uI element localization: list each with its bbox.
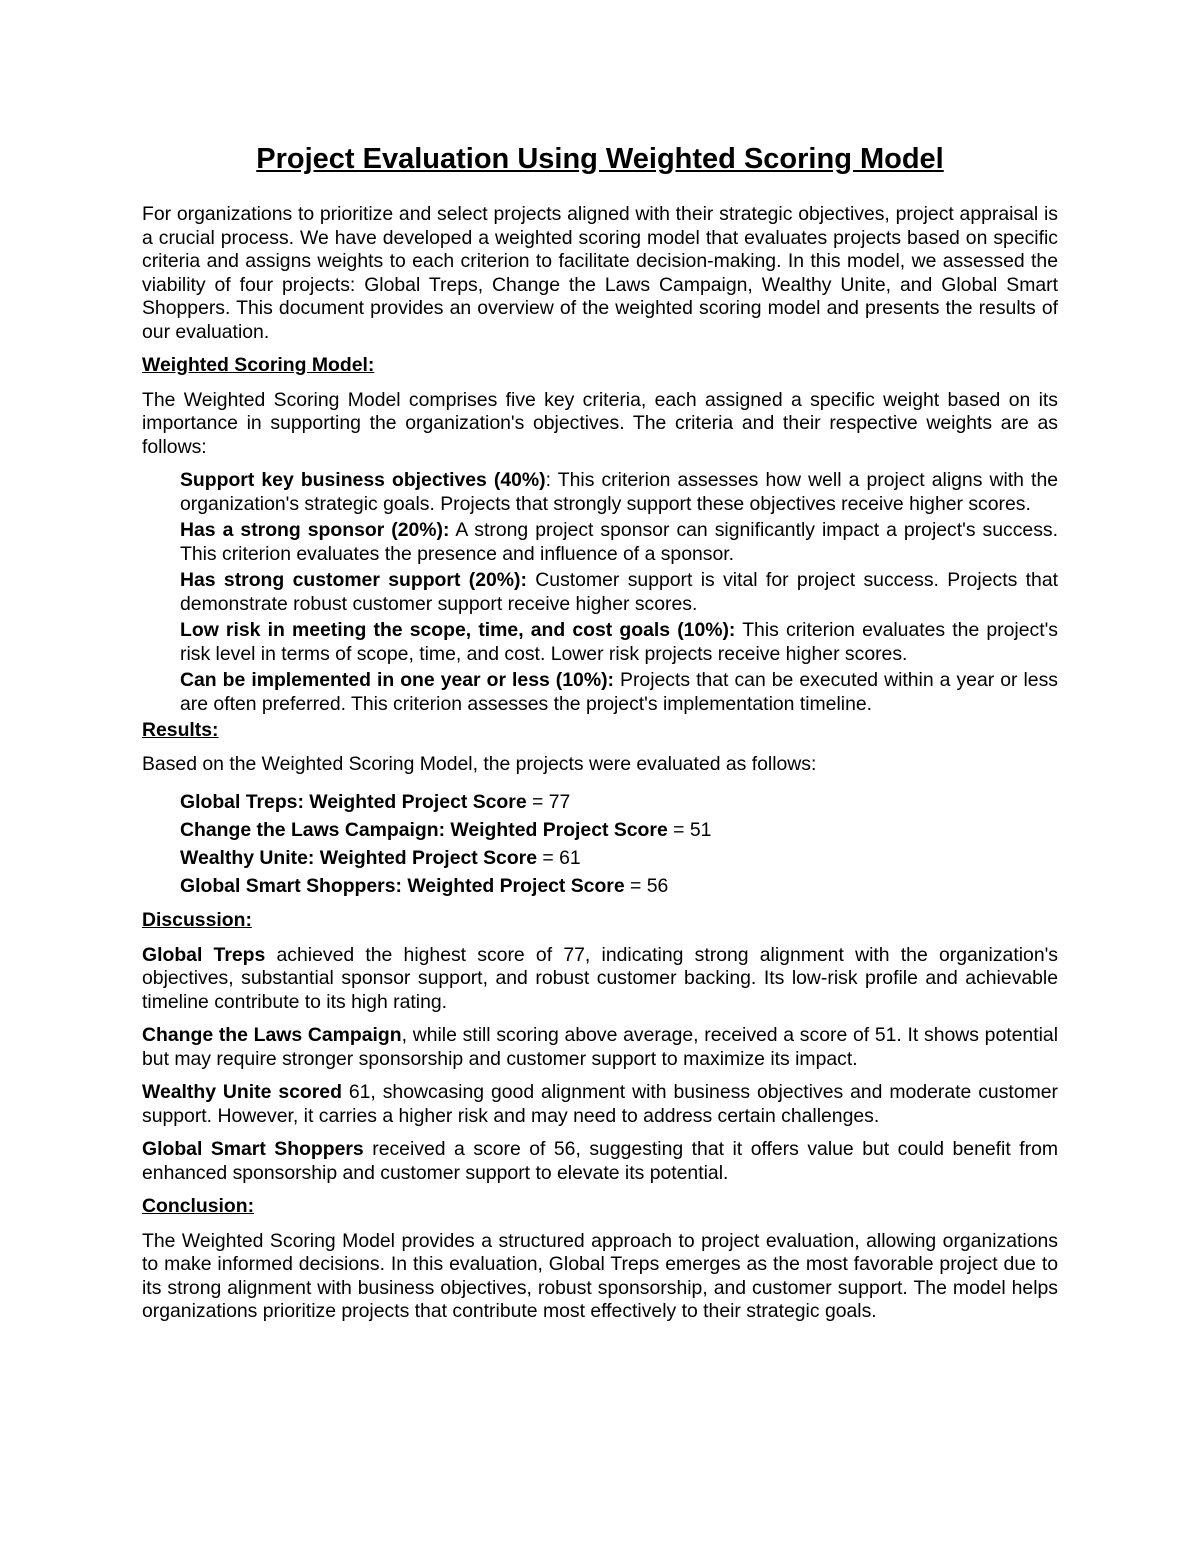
discussion-item [142, 1138, 1058, 1185]
criterion-item [180, 569, 1058, 616]
result-item [180, 872, 1058, 900]
results-heading: Results: [142, 719, 219, 741]
results-list [180, 788, 1058, 900]
discussion-label: Wealthy Unite scored [142, 1081, 342, 1103]
discussion-label: Global Smart Shoppers [142, 1138, 364, 1160]
result-value: = 51 [667, 819, 712, 841]
criterion-text: Projects that can be executed within a year or less are often preferred. This criterion assesses the project's implementation timeline. [180, 669, 1058, 715]
discussion-heading: Discussion: [142, 909, 252, 931]
result-label: Wealthy Unite: Weighted Project Score [180, 847, 538, 869]
model-description: The Weighted Scoring Model comprises five key criteria, each assigned a specific weight based on its importance in supporting the organization's objectives. The criteria and their respective weights are as follows: [142, 388, 1058, 458]
discussion-label: Change the Laws Campaign [142, 1024, 402, 1046]
criterion-item [180, 469, 1058, 516]
criterion-label: Has a strong sponsor (20%): [180, 519, 450, 541]
result-item [180, 788, 1058, 816]
discussion-label: Global Treps [142, 943, 266, 966]
discussion-text: achieved the highest score of 77, indicating strong alignment with the organization's objectives, substantial sponsor support, and robust customer backing. Its low-risk profile and achievable timeline contribute to its high rating. [142, 943, 1059, 1013]
criterion-text: This criterion evaluates the project's risk level in terms of scope, time, and cost. Lower risk projects receive higher scores. [180, 619, 1058, 665]
discussion-item [142, 1081, 1058, 1128]
result-item [180, 844, 1058, 872]
discussion-text: received a score of 56, suggesting that it offers value but could benefit from enhanced sponsorship and customer support to elevate its potential. [142, 1138, 1059, 1184]
result-label: Change the Laws Campaign: Weighted Project Score [180, 819, 668, 841]
discussion-text: , while still scoring above average, received a score of 51. It shows potential but may require stronger sponsorship and customer support to maximize its impact. [142, 1024, 1058, 1070]
criterion-item [180, 669, 1058, 716]
criterion-separator: : [545, 469, 552, 491]
conclusion-paragraph: The Weighted Scoring Model provides a structured approach to project evaluation, allowing organizations to make informed decisions. In this evaluation, Global Treps emerges as the most favorable project due to its strong alignment with business objectives, robust sponsorship, and customer support. The model helps organizations prioritize projects that contribute most effectively to their strategic goals. [142, 1229, 1058, 1322]
discussion-item [142, 944, 1058, 1015]
conclusion-heading: Conclusion: [142, 1195, 255, 1217]
result-item [180, 816, 1058, 844]
intro-paragraph: For organizations to prioritize and select projects aligned with their strategic objectives, project appraisal is a crucial process. We have developed a weighted scoring model that evaluates projects based on specific criteria and assigns weights to each criterion to facilitate decision-making. In this model, we assessed the viability of four projects: Global Treps, Change the Laws Campaign, Wealthy Unite, and Global Smart Shoppers. This document provides an overview of the weighted scoring model and presents the results of our evaluation. [142, 203, 1058, 343]
result-value: = 56 [624, 875, 669, 897]
result-label: Global Treps: Weighted Project Score [180, 791, 527, 813]
criterion-text: A strong project sponsor can significantly impact a project's success. This criterion evaluates the presence and influence of a sponsor. [180, 519, 1058, 565]
result-value: = 77 [526, 791, 571, 813]
results-intro: Based on the Weighted Scoring Model, the projects were evaluated as follows: [142, 752, 817, 775]
criterion-label: Can be implemented in one year or less (10%): [180, 669, 614, 691]
criterion-label: Has strong customer support (20%): [180, 569, 527, 591]
discussion-text: 61, showcasing good alignment with business objectives and moderate customer support. However, it carries a higher risk and may need to address certain challenges. [142, 1081, 1058, 1127]
page-title: Project Evaluation Using Weighted Scoring Model [256, 143, 944, 175]
discussion-item [142, 1024, 1058, 1071]
criterion-label: Low risk in meeting the scope, time, and cost goals (10%): [180, 619, 736, 641]
criterion-text: This criterion assesses how well a project aligns with the organization's strategic goals. Projects that strongly support these objectives receive higher scores. [180, 469, 1059, 515]
criterion-text: Customer support is vital for project success. Projects that demonstrate robust customer support receive higher scores. [180, 569, 1058, 615]
result-value: = 61 [537, 847, 581, 869]
criterion-item [180, 619, 1058, 666]
criteria-list [180, 469, 1058, 716]
criterion-label: Support key business objectives (40%) [180, 469, 546, 491]
result-label: Global Smart Shoppers: Weighted Project Score [180, 875, 625, 897]
model-heading: Weighted Scoring Model: [142, 354, 375, 376]
criterion-item [180, 519, 1058, 566]
